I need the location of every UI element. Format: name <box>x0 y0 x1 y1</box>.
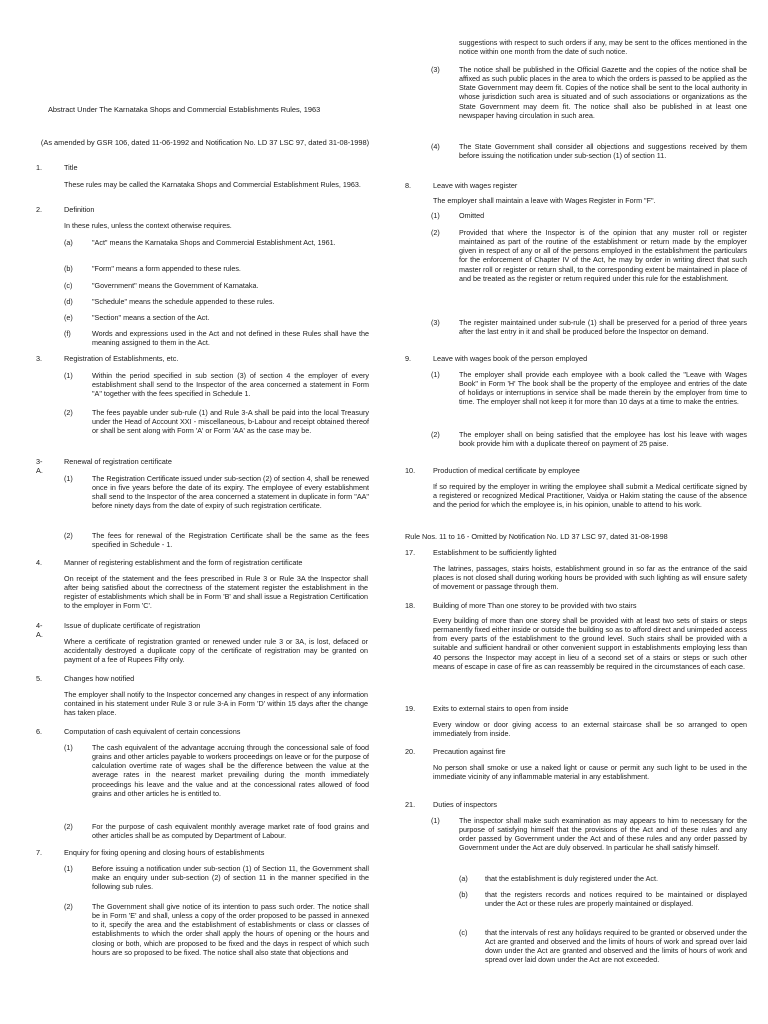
section-title: Production of medical certificate by employee <box>433 466 580 475</box>
section-number: 17. <box>405 548 416 557</box>
list-item <box>431 430 747 449</box>
item-text: Within the period specified in sub section (3) of section 4 the employer of every establishment shall send to the Inspector of the area concerned a statement in Form "A" together with the fees specified in Schedule 1. <box>92 371 369 399</box>
item-label: (f) <box>64 329 71 338</box>
sub-item <box>459 890 747 909</box>
section-title: Exits to external stairs to open from inside <box>433 704 569 713</box>
section-title: Enquiry for fixing opening and closing hours of establishments <box>64 848 265 857</box>
item-label: (2) <box>64 531 73 540</box>
list-item <box>431 318 747 337</box>
list-item <box>64 264 369 273</box>
section-text: If so required by the employer in writing the employee shall submit a Medical certificate signed by a registered or recognized Medical Practitioner, Vaidya or Hakim stating the cause of the absence and the period for which the employee is, in his opinion, unable to attend to his work. <box>433 482 747 510</box>
item-text: The fees for renewal of the Registration Certificate shall be the same as the fees specified in Schedule - 1. <box>92 531 369 550</box>
item-label: (2) <box>64 822 73 831</box>
section-number: 18. <box>405 601 416 610</box>
item-label: (3) <box>431 318 440 327</box>
section-title: Changes how notified <box>64 674 135 683</box>
section-number: 20. <box>405 747 416 756</box>
item-text: Provided that where the Inspector is of the opinion that any muster roll or register maintained as part of the routine of the establishment or return made by the employer given in respect of any or all of the persons employed in the establishment the particulars for the enforcement of Chapter IV of the Act, he may by order in writing direct that such master roll or register or return shall, to the corresponding extent be maintained in place of and be treated as the register or return required under this rule for the establishment. <box>459 228 747 283</box>
list-item <box>64 531 369 550</box>
section-text: Every window or door giving access to an external staircase shall be so arranged to open immediately from inside. <box>433 720 747 739</box>
section-text: The latrines, passages, stairs hoists, establishment ground in so far as the entrance of the said places is not closed shall during working hours be provided with such lighting as will ensure safety of movement or passage through them. <box>433 564 747 592</box>
section-title: Building of more Than one storey to be provided with two stairs <box>433 601 637 610</box>
section-title: Manner of registering establishment and the form of registration certificate <box>64 558 303 567</box>
section-number: 6. <box>36 727 43 736</box>
item-text: The notice shall be published in the Official Gazette and the copies of the notice shall be affixed as such public places in the area to which the orders is passed to be applied as the State Government may deem fit. Copies of the notice shall be sent to the local authority in whose jurisdiction such area is situated and of such associations or organizations as the State Government may deem fit. The notice shall also be published in at least one newspaper having circulation in such area. <box>459 65 747 120</box>
list-item <box>431 816 747 853</box>
section-title: Registration of Establishments, etc. <box>64 354 179 363</box>
item-text: The employer shall provide each employee with a book called the "Leave with Wages Book" in Form 'H' The book shall be the property of the employee and entries of the date of holidays or interruptions in service shall be made therein by the employer from time to time. The employer shall not keep it for more than 10 days at a time to make the entries. <box>459 370 747 407</box>
list-item <box>64 313 369 322</box>
item-label: (1) <box>431 816 440 825</box>
item-label: (e) <box>64 313 73 322</box>
item-label: (3) <box>431 65 440 74</box>
section-title: Leave with wages register <box>433 181 518 190</box>
item-label: (4) <box>431 142 440 151</box>
section-title: Establishment to be sufficiently lighted <box>433 548 557 557</box>
item-text: "Government" means the Government of Karnataka. <box>92 281 259 290</box>
section-text: The employer shall notify to the Inspector concerned any changes in respect of any information contained in his statement under Rule 3 or rule 3-A in Form 'D' within 15 days after the change has taken place. <box>64 690 368 718</box>
document-title: Abstract Under The Karnataka Shops and Commercial Establishments Rules, 1963 <box>48 105 321 114</box>
item-label: (1) <box>64 864 73 873</box>
item-label: (1) <box>64 371 73 380</box>
item-label: (a) <box>459 874 468 883</box>
section-number: 1. <box>36 163 43 172</box>
item-label: (b) <box>459 890 468 899</box>
continued-text: suggestions with respect to such orders if any, may be sent to the offices mentioned in the notice within one month from the date of such notice. <box>459 38 747 57</box>
section-number: 9. <box>405 354 412 363</box>
item-text: The Government shall give notice of its intention to pass such order. The notice shall be in Form 'E' and shall, unless a copy of the order proposed to be passed in annexed to it, specify the area and the establishment of establishments or class or classes of establishments to which the order shall apply the hours of opening or the hours and closing or both, which are proposed to be fixed and the days in respect of which such hours are so proposed to be fixed. The notice shall also state that objections and <box>92 902 369 957</box>
list-item <box>431 228 747 283</box>
list-item <box>64 281 369 290</box>
item-text: that the registers records and notices required to be maintained or displayed under the Act or these rules are properly maintained or displayed. <box>485 890 747 909</box>
list-item <box>64 297 369 306</box>
item-text: "Section" means a section of the Act. <box>92 313 210 322</box>
list-item <box>431 142 747 161</box>
item-label: (2) <box>64 408 73 417</box>
item-label: (c) <box>64 281 73 290</box>
item-text: The employer shall on being satisfied that the employee has lost his leave with wages book provide him with a duplicate thereof on payment of 25 paise. <box>459 430 747 449</box>
item-label: (2) <box>431 430 440 439</box>
section-title: Computation of cash equivalent of certain concessions <box>64 727 241 736</box>
amendment-note: (As amended by GSR 106, dated 11-06-1992 and Notification No. LD 37 LSC 97, dated 31-08-1998) <box>40 138 370 147</box>
item-text: The cash equivalent of the advantage accruing through the concessional sale of food grains and other articles payable to workers proceedings on leave or for the purpose of calculation overtime rate of wages shall be the difference between the value at the average rates in the nearest market prevailing during the month immediately proceedings his leave and the value and at the concessional rates allowed of food grains and other articles he is entitled to. <box>92 743 369 798</box>
list-item <box>64 822 369 841</box>
section-title: Issue of duplicate certificate of registration <box>64 621 201 630</box>
section-number: 3. <box>36 354 43 363</box>
list-item <box>64 474 369 511</box>
section-intro: In these rules, unless the context otherwise requires. <box>64 221 232 230</box>
section-title: Definition <box>64 205 95 214</box>
item-text: "Act" means the Karnataka Shops and Commercial Establishment Act, 1961. <box>92 238 336 247</box>
section-text: On receipt of the statement and the fees prescribed in Rule 3 or Rule 3A the Inspector shall after being satisfied about the correctness of the statement register the establishment in the register of establishments which shall be in Form 'B' and shall issue a Registration Certification to the employer in Form 'C'. <box>64 574 368 611</box>
item-text: The fees payable under sub-rule (1) and Rule 3-A shall be paid into the local Treasury under the Head of Account XXI - miscellaneous, b-Labour and receipt obtained thereof or shall be sent along with Form 'A' or Form 'AA' as the case may be. <box>92 408 369 436</box>
section-title: Renewal of registration certificate <box>64 457 172 466</box>
section-number: 4. <box>36 558 43 567</box>
section-number: 8. <box>405 181 412 190</box>
section-number: 5. <box>36 674 43 683</box>
section-number: 21. <box>405 800 416 809</box>
item-label: (1) <box>431 370 440 379</box>
item-label: (2) <box>64 902 73 911</box>
item-label: (c) <box>459 928 468 937</box>
item-text: Words and expressions used in the Act and not defined in these Rules shall have the meaning assigned to them in the Act. <box>92 329 369 348</box>
section-intro: The employer shall maintain a leave with Wages Register in Form "F". <box>433 196 656 205</box>
section-title: Precaution against fire <box>433 747 506 756</box>
sub-item <box>459 874 747 883</box>
item-text: The inspector shall make such examination as may appears to him to necessary for the purpose of satisfying himself that the provisions of the Act and of these rules and any order passed by Government under the Act and of these rules and any order passed by Government under the Act are duly observed. In particular he shall satisfy himself. <box>459 816 747 853</box>
item-text: "Schedule" means the schedule appended to these rules. <box>92 297 275 306</box>
item-label: (1) <box>431 211 440 220</box>
list-item <box>64 864 369 892</box>
item-text: Before issuing a notification under sub-section (1) of Section 11, the Government shall make an enquiry under sub-section (2) of section 11 in the manner specified in the following sub rules. <box>92 864 369 892</box>
section-number: 19. <box>405 704 416 713</box>
item-text: The Registration Certificate issued under sub-section (2) of section 4, shall be renewed once in five years before the date of its expiry. The employee of every establishment shall send to the Inspector of the area concerned a statement in duplicate in form "AA" before ninety days from the date of expiry of such registration certificate. <box>92 474 369 511</box>
section-text: Where a certificate of registration granted or renewed under rule 3 or 3A, is lost, defaced or accidentally destroyed a duplicate copy of the certificate of registration may be granted on payment of a fee of Rupees Fifty only. <box>64 637 368 665</box>
item-label: (a) <box>64 238 73 247</box>
list-item <box>431 211 747 220</box>
omitted-rules-note: Rule Nos. 11 to 16 - Omitted by Notification No. LD 37 LSC 97, dated 31-08-1998 <box>405 532 668 541</box>
list-item <box>431 65 747 120</box>
sub-item <box>459 928 747 965</box>
item-text: The State Government shall consider all objections and suggestions received by them before issuing the notification under sub-section (1) of section 11. <box>459 142 747 161</box>
item-text: Omitted <box>459 211 485 220</box>
list-item <box>64 329 369 348</box>
list-item <box>64 743 369 798</box>
list-item <box>64 238 369 247</box>
section-title: Title <box>64 163 78 172</box>
section-text: These rules may be called the Karnataka Shops and Commercial Establishment Rules, 1963. <box>64 180 361 189</box>
section-title: Leave with wages book of the person employed <box>433 354 588 363</box>
item-label: (1) <box>64 474 73 483</box>
item-label: (1) <box>64 743 73 752</box>
section-number: 2. <box>36 205 43 214</box>
section-number: 10. <box>405 466 416 475</box>
list-item <box>64 902 369 957</box>
item-text: For the purpose of cash equivalent monthly average market rate of food grains and other articles shall be as computed by Department of Labour. <box>92 822 369 841</box>
item-text: The register maintained under sub-rule (1) shall be preserved for a period of three years after the last entry in it and shall be produced before the Inspector on demand. <box>459 318 747 337</box>
item-text: that the intervals of rest any holidays required to be granted or observed under the Act are granted and observed and the limits of hours of work and spread over laid down under the Act are granted and observed and the limits of hours of work and spread over laid down under the Act are not exceeded. <box>485 928 747 965</box>
item-text: "Form" means a form appended to these rules. <box>92 264 241 273</box>
item-text: that the establishment is duly registered under the Act. <box>485 874 658 883</box>
section-title: Duties of inspectors <box>433 800 498 809</box>
list-item <box>64 408 369 436</box>
item-label: (b) <box>64 264 73 273</box>
section-text: No person shall smoke or use a naked light or cause or permit any such light to be used in the immediate vicinity of any inflammable material in any establishment. <box>433 763 747 782</box>
section-text: Every building of more than one storey shall be provided with at least two sets of stairs or steps permanently fixed either inside or outside the building so as to afford direct and unimpeded access from every parts of the establishment to the ground level. Such stairs shall be provided with a suitable and sufficient handrail or other convenient support in establishments employing less than 40 persons the Inspector may accept in lieu of a second set of a stairs or steps or such other means of escape in case of fire as can reassembly be required in the circumstances of each case. <box>433 616 747 671</box>
section-number: 7. <box>36 848 43 857</box>
item-label: (d) <box>64 297 73 306</box>
list-item <box>64 371 369 399</box>
item-label: (2) <box>431 228 440 237</box>
section-number: 3-A. <box>36 457 43 476</box>
section-number: 4-A. <box>36 621 43 640</box>
list-item <box>431 370 747 407</box>
